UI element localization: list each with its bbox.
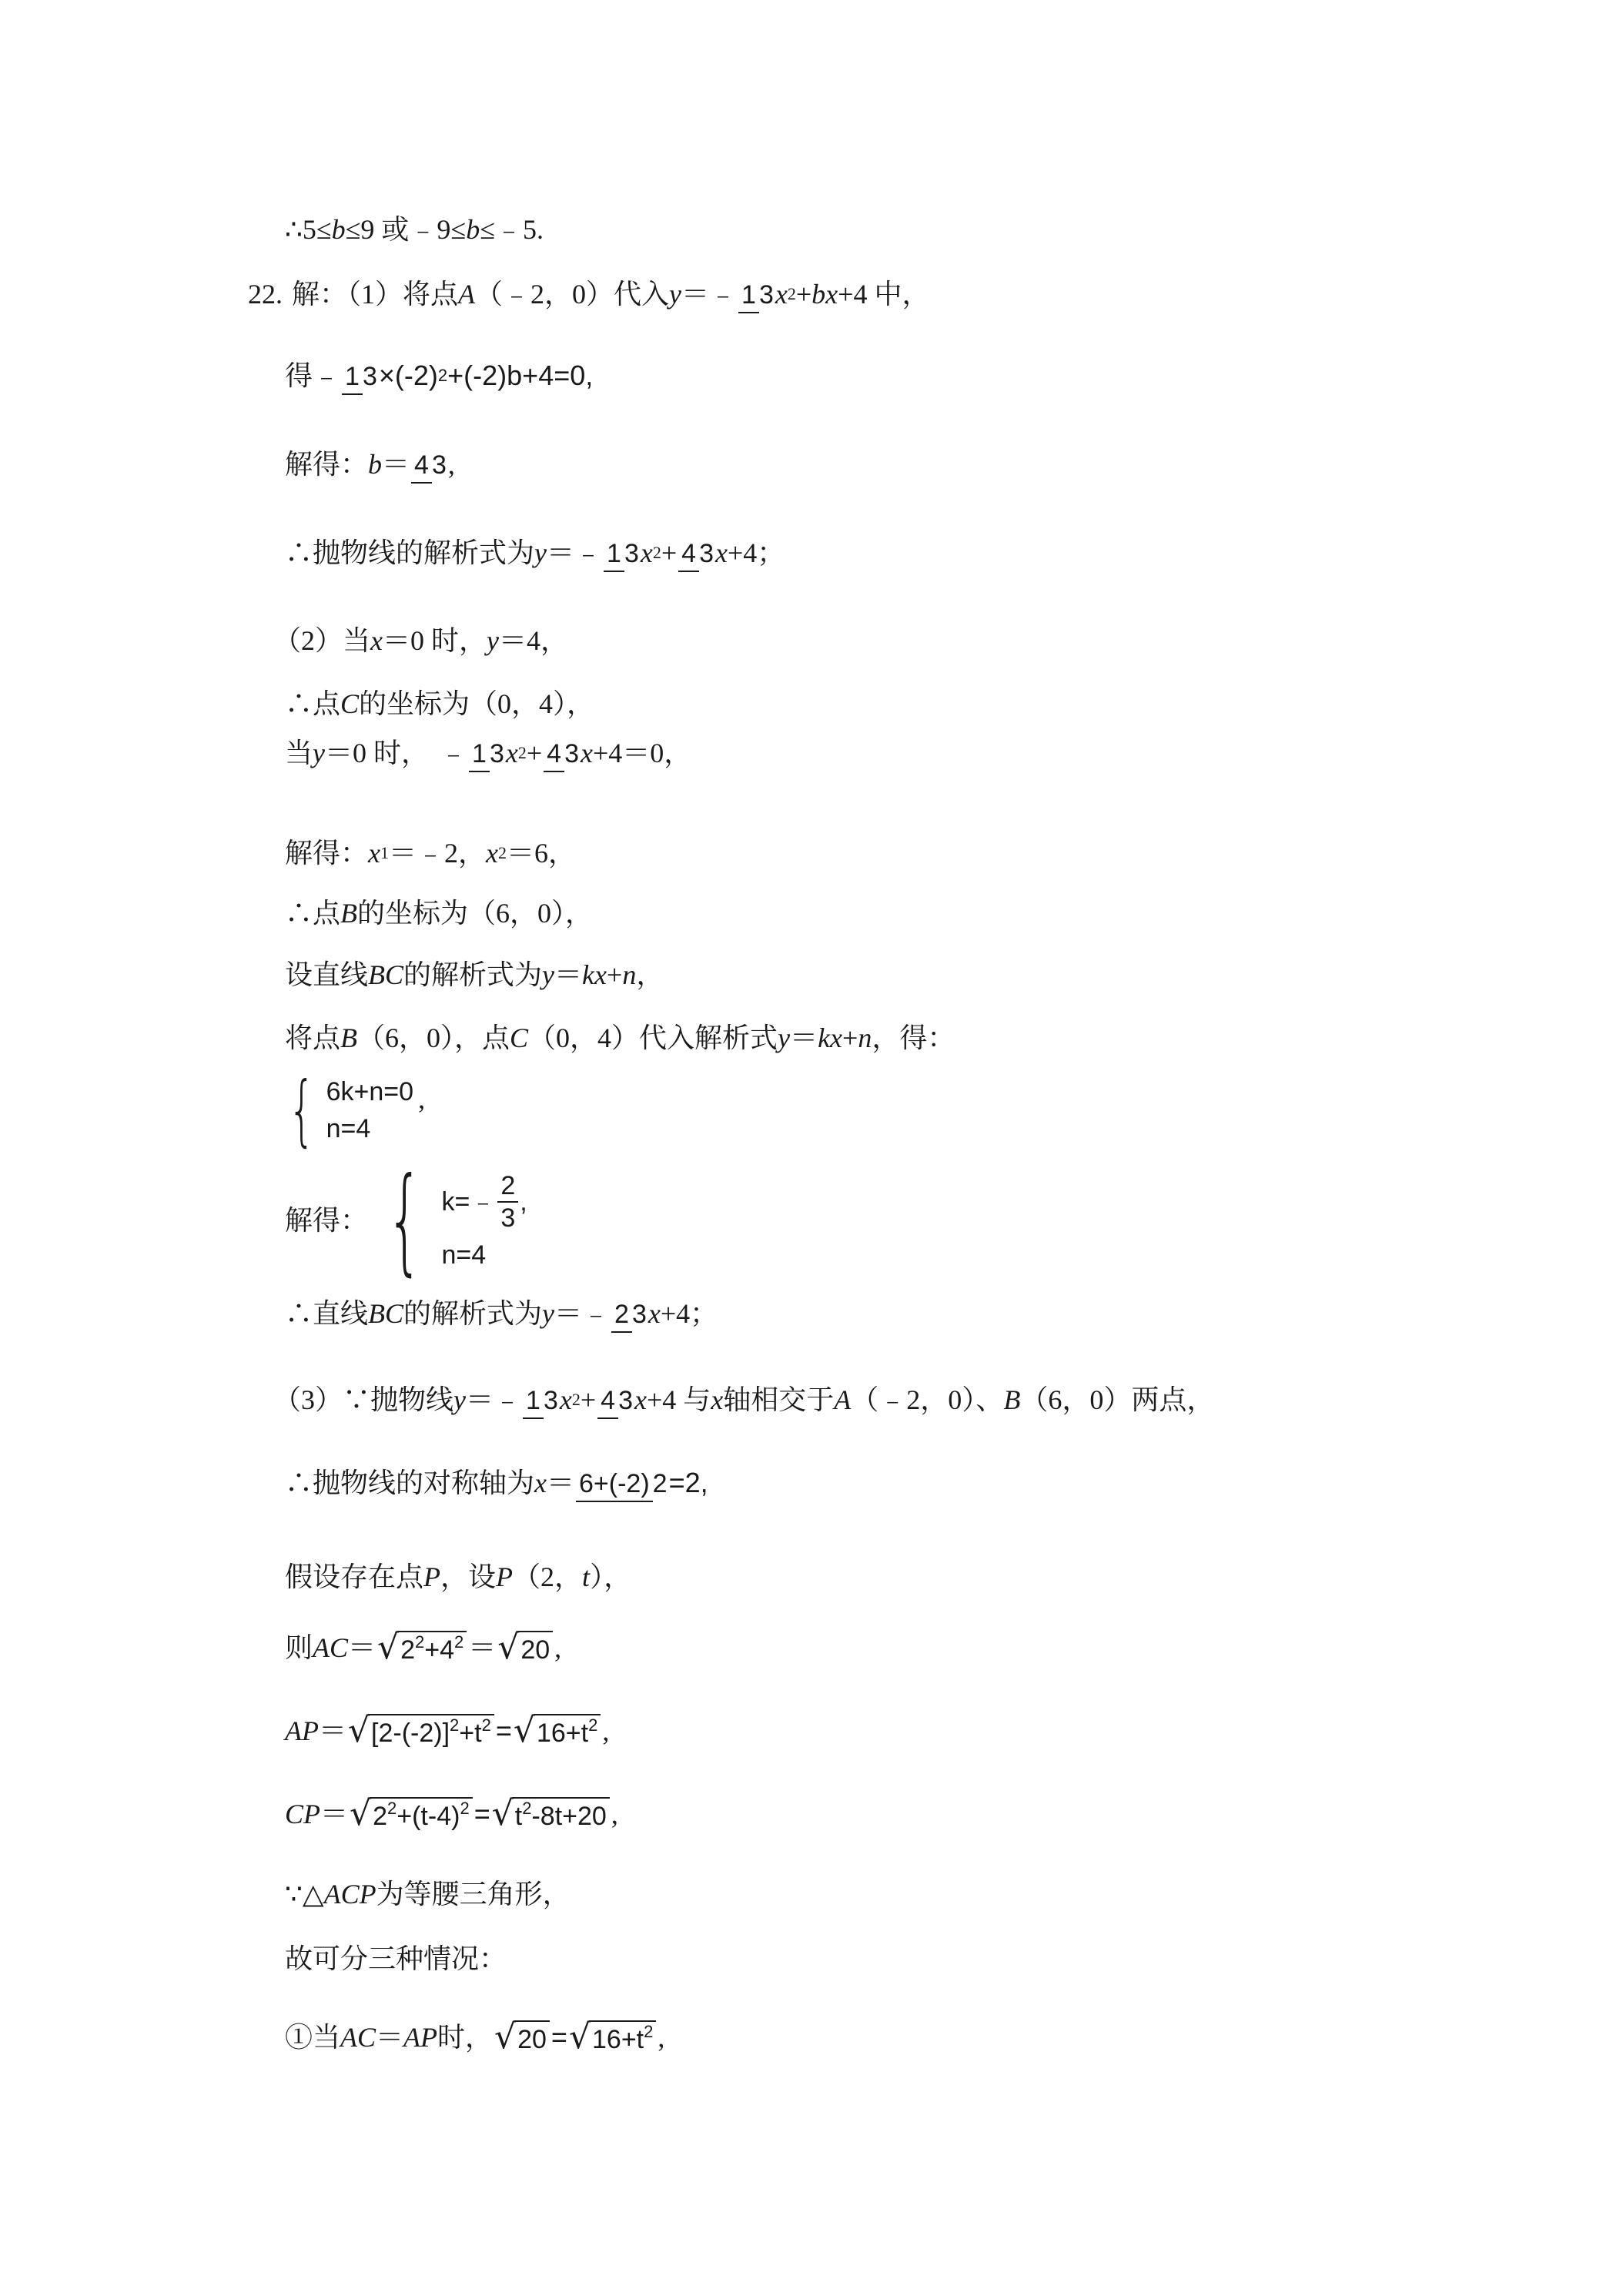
square-root: $√16+t^2$ — [514, 1714, 601, 1748]
text: （2）当 — [273, 625, 371, 656]
brace-group — [368, 1153, 527, 1287]
text: 时， — [437, 2022, 494, 2053]
fraction: 2 3 — [611, 1300, 647, 1327]
text: B — [1003, 1384, 1021, 1415]
text-line-21 — [285, 1794, 618, 1833]
text: x — [534, 1468, 547, 1498]
text: AP — [403, 2022, 438, 2053]
text: n — [858, 1022, 872, 1053]
text-line-16: （3）∵抛物线 y ＝﹣ 1 3 x 2 + 4 3 x +4 与 x 轴相交于 A （﹣2，0）、 B （6，0）两点， — [273, 1386, 1214, 1414]
text: ＝﹣ — [547, 537, 603, 568]
text: ＝ — [790, 1022, 818, 1053]
text: y — [313, 738, 325, 768]
text: A — [458, 279, 476, 310]
text: 的坐标为（6，0）， — [357, 898, 594, 929]
text: x — [505, 738, 518, 768]
text: ， — [636, 959, 664, 990]
text: BC — [368, 959, 404, 990]
text: x — [368, 838, 380, 869]
square-root: √20 — [497, 1631, 553, 1665]
fraction: 4 3 — [597, 1386, 633, 1414]
text-line-11 — [285, 961, 664, 989]
text: （0，4）代入解析式 — [528, 1022, 778, 1053]
text: 设直线 — [285, 959, 369, 990]
problem-22-heading: 22. 解：（1）将点 A （﹣2，0）代入 y ＝﹣ 1 3 x 2 + bx +4 中， — [248, 280, 929, 308]
text: bx — [812, 279, 838, 310]
text: , — [602, 1715, 610, 1746]
text: +4 与 — [646, 1384, 711, 1415]
problem-number: 22. — [248, 279, 283, 310]
text: +4； — [727, 537, 785, 568]
text-line-15 — [285, 1300, 718, 1327]
text: 当 — [285, 738, 313, 768]
text: A — [834, 1384, 852, 1415]
text: ＝﹣ — [681, 279, 738, 310]
text: AC — [340, 2022, 376, 2053]
text: ，设 — [440, 1561, 497, 1592]
text: y — [534, 537, 547, 568]
text: ∴5≤ — [285, 214, 332, 245]
text: +4＝0， — [593, 738, 692, 768]
equation-row: n=4 — [441, 1240, 487, 1270]
text-line-20 — [285, 1711, 610, 1750]
text: 轴相交于 — [723, 1384, 835, 1415]
text: = — [550, 2021, 567, 2053]
text: y — [542, 1298, 555, 1329]
text: ，得： — [872, 1022, 955, 1053]
text: n — [622, 959, 637, 990]
equation-system-2 — [285, 1153, 527, 1287]
text: 得 — [285, 360, 313, 391]
equation-row: n=4 — [326, 1114, 371, 1143]
text: ∴抛物线的解析式为 — [285, 537, 535, 568]
text-line-5: ∴抛物线的解析式为 y ＝﹣ 1 3 x 2 + 4 3 x +4； — [285, 539, 785, 567]
text-line-6 — [273, 627, 568, 654]
fraction: 1 3 — [469, 739, 504, 767]
text: x — [370, 625, 383, 656]
text: x — [559, 1384, 572, 1415]
left-brace-icon: { — [386, 1153, 423, 1287]
text: x — [581, 738, 593, 768]
text: +(-2)b+4=0, — [447, 360, 594, 391]
text: 解得： — [285, 449, 369, 480]
text: ＝0 时， — [383, 625, 487, 656]
brace-group — [277, 1065, 426, 1155]
text-line-18 — [285, 1563, 631, 1591]
text: ＝ — [376, 2022, 404, 2053]
text: ∴点 — [285, 688, 341, 719]
text: kx — [818, 1022, 843, 1053]
text: =2, — [668, 1467, 708, 1498]
text: （6，0），点 — [357, 1022, 510, 1053]
text-line-19 — [285, 1628, 562, 1667]
text: C — [340, 688, 360, 719]
text-line-12 — [285, 1024, 955, 1052]
text-line-24 — [285, 2017, 665, 2057]
square-root: $√2^2+4^2$ — [377, 1631, 467, 1665]
text: b — [368, 449, 383, 480]
text: ACP — [323, 1879, 376, 1909]
text-line-22 — [285, 1880, 571, 1908]
text: ∴抛物线的对称轴为 — [285, 1468, 535, 1498]
text: 解：（1）将点 — [292, 279, 459, 310]
text: P — [496, 1561, 514, 1592]
left-brace-icon: { — [288, 1065, 316, 1155]
text-line-1 — [285, 216, 544, 243]
text: ×(-2) — [378, 360, 438, 391]
text: , — [554, 1632, 562, 1663]
text-line-7 — [285, 690, 594, 718]
text: ∵△ — [285, 1879, 324, 1909]
text: ＝﹣ — [466, 1384, 522, 1415]
text-line-9: 解得： x 1 ＝﹣2， x 2 ＝6， — [285, 838, 577, 869]
text: x — [715, 537, 728, 568]
text: ＝ — [554, 959, 583, 990]
fraction: 4 3 — [678, 539, 714, 567]
text: ＝﹣2， — [389, 838, 487, 869]
fraction: 1 3 — [604, 539, 639, 567]
equation-system-1 — [277, 1065, 426, 1155]
text: CP — [285, 1799, 321, 1829]
text: +4 中， — [838, 279, 930, 310]
text: C — [510, 1022, 529, 1053]
text: + — [661, 537, 678, 568]
text: 解得： — [285, 1205, 369, 1236]
text-line-3: 得 ﹣ 1 3 ×(-2) 2 +(-2)b+4=0, — [285, 362, 593, 390]
text: , — [447, 449, 455, 480]
text: 则 — [285, 1632, 313, 1663]
text: , — [611, 1799, 618, 1829]
fraction: 1 3 — [342, 362, 377, 390]
text: ≤﹣5. — [480, 214, 544, 245]
text: ＝ — [547, 1468, 575, 1498]
square-root: $√t^2-8t+20$ — [492, 1797, 610, 1831]
text: （2， — [513, 1561, 583, 1592]
equation-row: k= ﹣ $\frac{2}{3}$ , — [441, 1171, 527, 1233]
text: b — [466, 214, 480, 245]
text: + — [795, 279, 812, 310]
text: P — [423, 1561, 441, 1592]
text-line-23 — [285, 1945, 507, 1973]
text: ﹣ — [313, 360, 341, 391]
text: + — [526, 738, 543, 768]
text: = — [474, 1798, 490, 1829]
text: ＝ — [468, 1632, 497, 1663]
fraction: 6+(-2) 2 — [576, 1469, 668, 1497]
text: 的坐标为（0，4）， — [359, 688, 595, 719]
text: x — [648, 1298, 661, 1329]
text: y — [669, 279, 682, 310]
text: + — [580, 1384, 597, 1415]
equation-row: 6k+n=0 — [326, 1077, 414, 1106]
text: B — [340, 1022, 358, 1053]
text: ＝0 时， — [325, 738, 430, 768]
text: y — [487, 625, 499, 656]
text: 解得： — [285, 838, 369, 869]
text: AP — [285, 1715, 319, 1746]
text: ①当 — [285, 2022, 341, 2053]
text: ＝4， — [499, 625, 569, 656]
text: ＝ — [348, 1632, 376, 1663]
text: +4； — [660, 1298, 718, 1329]
text: （3）∵抛物线 — [273, 1384, 454, 1415]
fraction: 4 3 — [411, 450, 447, 478]
text: 的解析式为 — [403, 1298, 543, 1329]
text: , — [658, 2022, 665, 2053]
fraction: 4 3 — [544, 739, 579, 767]
square-root: $√[2-(-2)]^2+t^2$ — [348, 1714, 494, 1748]
text: ∴直线 — [285, 1298, 369, 1329]
text: + — [607, 959, 623, 990]
text: ≤9 或﹣9≤ — [345, 214, 467, 245]
text: x — [486, 838, 498, 869]
text: , — [418, 1083, 426, 1114]
text: ＝﹣ — [554, 1298, 611, 1329]
text: y — [778, 1022, 791, 1053]
text-line-8: 当 y ＝0 时， ﹣ 1 3 x 2 + 4 3 x +4＝0， — [285, 739, 691, 767]
text: b — [331, 214, 346, 245]
text: y — [542, 959, 555, 990]
fraction: 1 3 — [523, 1386, 558, 1414]
square-root: $√2^2+(t-4)^2$ — [350, 1797, 473, 1831]
text: ﹣ — [440, 738, 468, 768]
text: + — [842, 1022, 858, 1053]
text: x — [640, 537, 653, 568]
fraction: $\frac{2}{3}$ — [497, 1173, 518, 1231]
text: t — [582, 1561, 591, 1592]
text: = — [495, 1715, 512, 1746]
text: kx — [582, 959, 607, 990]
text: y — [453, 1384, 466, 1415]
text: ＝ — [382, 449, 410, 480]
text: x — [634, 1384, 647, 1415]
text-line-4 — [285, 450, 455, 478]
text: （﹣2，0）、 — [851, 1384, 1004, 1415]
text: 假设存在点 — [285, 1561, 424, 1592]
text: B — [340, 898, 358, 929]
text: ＝6， — [507, 838, 577, 869]
text: 的解析式为 — [403, 959, 543, 990]
square-root: $√16+t^2$ — [569, 2020, 656, 2054]
text: ∴点 — [285, 898, 341, 929]
text: 故可分三种情况： — [285, 1943, 507, 1974]
square-root: √20 — [494, 2020, 550, 2054]
text-line-17 — [285, 1469, 708, 1497]
text: x — [775, 279, 788, 310]
text: （6，0）两点， — [1020, 1384, 1215, 1415]
text: ＝ — [318, 1715, 346, 1746]
text: AC — [313, 1632, 349, 1663]
text: ）， — [590, 1561, 632, 1592]
text: 将点 — [285, 1022, 341, 1053]
text: x — [711, 1384, 724, 1415]
text: 为等腰三角形， — [376, 1879, 571, 1909]
fraction: 1 3 — [738, 280, 774, 308]
text: （﹣2，0）代入 — [475, 279, 670, 310]
text-line-10 — [285, 899, 593, 927]
text: BC — [368, 1298, 404, 1329]
text: ＝ — [320, 1799, 349, 1829]
